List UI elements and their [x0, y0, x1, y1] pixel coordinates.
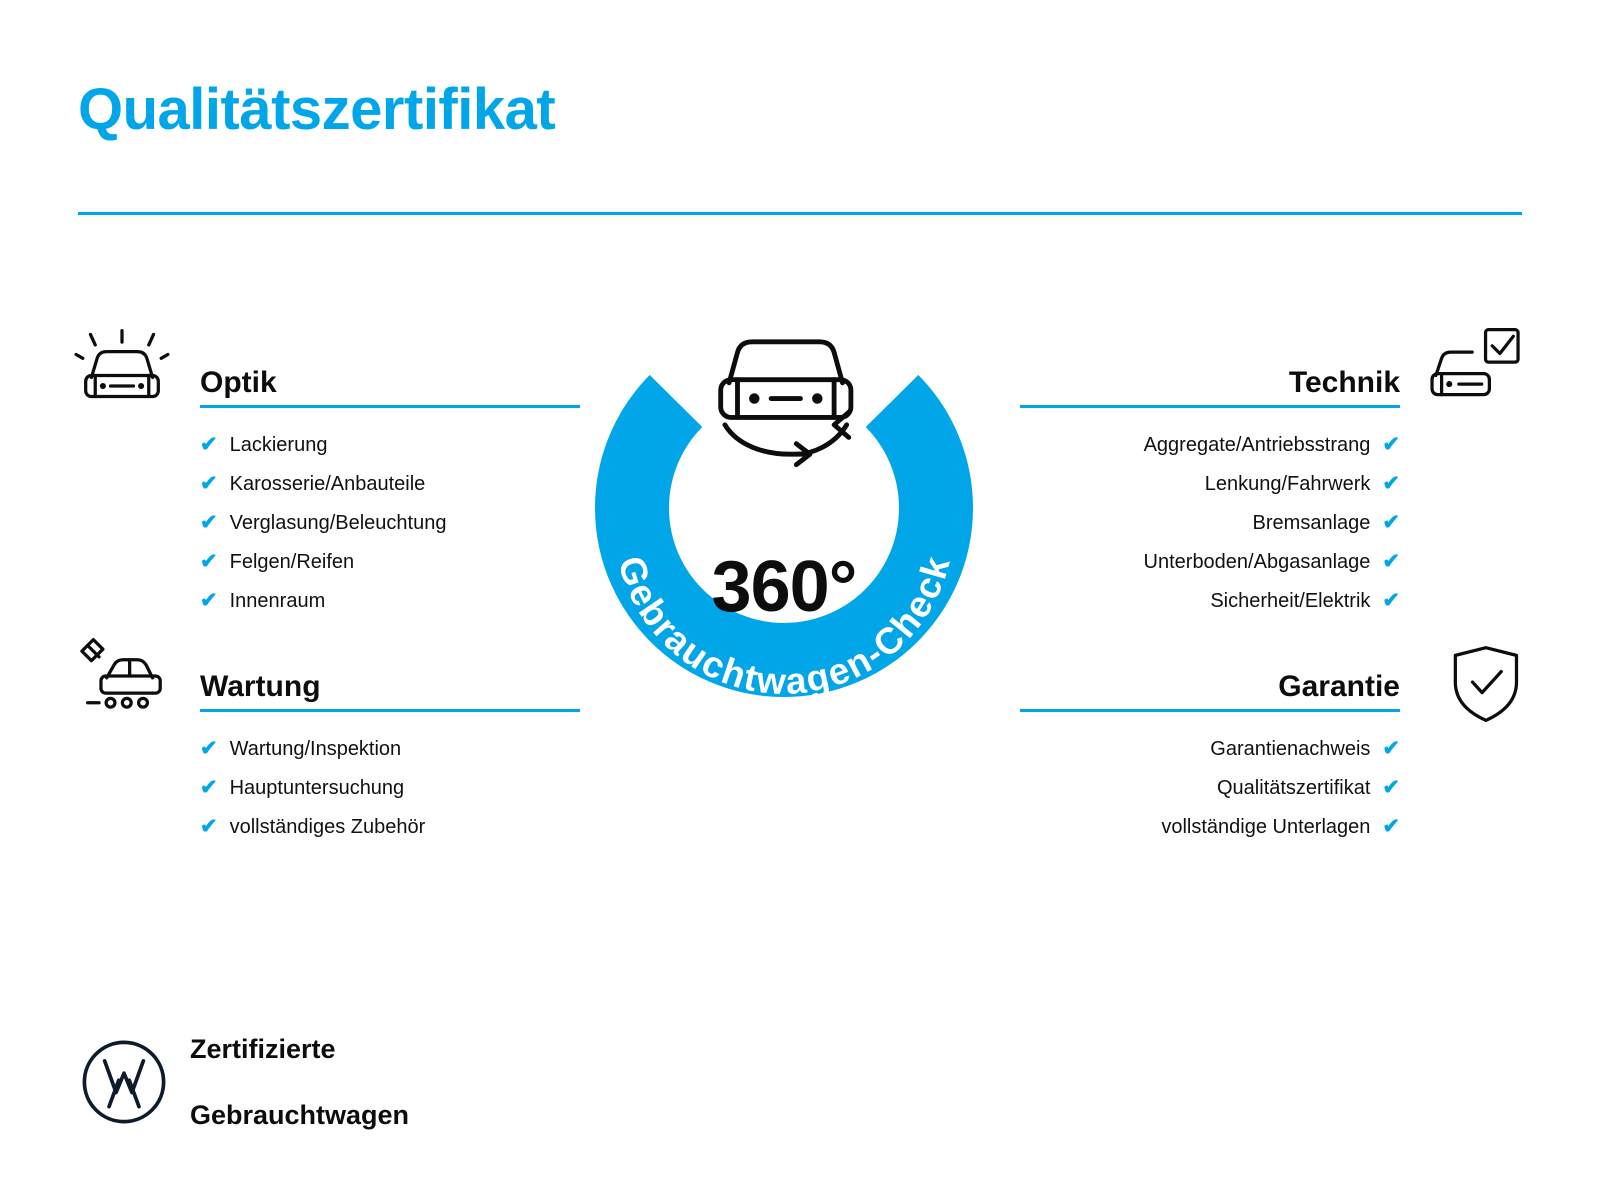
check-icon: ✔	[1382, 815, 1400, 838]
list-item-label: Verglasung/Beleuchtung	[229, 512, 447, 534]
list-item-label: vollständiges Zubehör	[229, 816, 426, 838]
check-icon: ✔	[200, 433, 218, 456]
badge-number: 360°	[711, 547, 857, 627]
list-item-label: vollständige Unterlagen	[1161, 816, 1371, 838]
list-item	[942, 512, 1522, 533]
section-garantie-divider	[1020, 709, 1400, 712]
vw-logo	[80, 1038, 168, 1126]
section-wartung-divider	[200, 709, 580, 712]
check-icon: ✔	[1382, 433, 1400, 456]
section-wartung-title: Wartung	[200, 670, 321, 703]
footer-brand	[80, 1000, 409, 1165]
check-icon: ✔	[1382, 737, 1400, 760]
section-garantie-title: Garantie	[1278, 670, 1400, 703]
footer-line-1: Zertifizierte	[190, 1033, 336, 1064]
list-item	[78, 777, 658, 798]
list-item	[942, 434, 1522, 455]
section-technik-header	[942, 358, 1522, 416]
list-item-label: Wartung/Inspektion	[229, 738, 402, 760]
list-item-label: Qualitätszertifikat	[1217, 777, 1371, 799]
360-check-badge	[556, 296, 1012, 752]
section-technik-list	[942, 434, 1522, 611]
check-icon: ✔	[200, 737, 218, 760]
check-icon: ✔	[1382, 511, 1400, 534]
footer-line-2: Gebrauchtwagen	[190, 1099, 410, 1130]
check-icon: ✔	[1382, 589, 1400, 612]
list-item-label: Felgen/Reifen	[229, 551, 355, 573]
list-item-label: Karosserie/Anbauteile	[229, 473, 426, 495]
check-icon: ✔	[200, 589, 218, 612]
check-icon: ✔	[200, 776, 218, 799]
section-technik-divider	[1020, 405, 1400, 408]
list-item	[78, 816, 658, 837]
section-wartung-list	[78, 738, 658, 837]
check-icon: ✔	[200, 511, 218, 534]
header-divider	[78, 212, 1522, 215]
list-item	[942, 473, 1522, 494]
section-technik	[942, 358, 1522, 629]
list-item-label: Innenraum	[229, 590, 326, 612]
list-item-label: Sicherheit/Elektrik	[1210, 590, 1371, 612]
list-item	[942, 551, 1522, 572]
list-item	[942, 590, 1522, 611]
list-item-label: Lenkung/Fahrwerk	[1204, 473, 1371, 495]
list-item	[942, 777, 1522, 798]
section-optik-divider	[200, 405, 580, 408]
check-icon: ✔	[1382, 550, 1400, 573]
section-garantie-list	[942, 738, 1522, 837]
check-icon: ✔	[1382, 472, 1400, 495]
section-optik-title: Optik	[200, 366, 277, 399]
check-icon: ✔	[200, 472, 218, 495]
list-item-label: Bremsanlage	[1252, 512, 1371, 534]
section-technik-title: Technik	[1288, 366, 1400, 399]
check-icon: ✔	[200, 550, 218, 573]
page-title: Qualitätszertifikat	[78, 77, 556, 142]
list-item-label: Garantienachweis	[1210, 738, 1371, 760]
list-item-label: Hauptuntersuchung	[229, 777, 405, 799]
check-icon: ✔	[1382, 776, 1400, 799]
list-item-label: Aggregate/Antriebsstrang	[1143, 434, 1371, 456]
list-item-label: Unterboden/Abgasanlage	[1143, 551, 1371, 573]
check-icon: ✔	[200, 815, 218, 838]
section-garantie-header	[942, 662, 1522, 720]
list-item	[942, 816, 1522, 837]
section-garantie	[942, 662, 1522, 855]
list-item	[942, 738, 1522, 759]
list-item-label: Lackierung	[229, 434, 328, 456]
footer-text	[190, 1000, 409, 1165]
badge-ring	[556, 296, 1012, 752]
svg-text:Gebrauchtwagen-Check: Gebrauchtwagen-Check	[610, 551, 958, 703]
